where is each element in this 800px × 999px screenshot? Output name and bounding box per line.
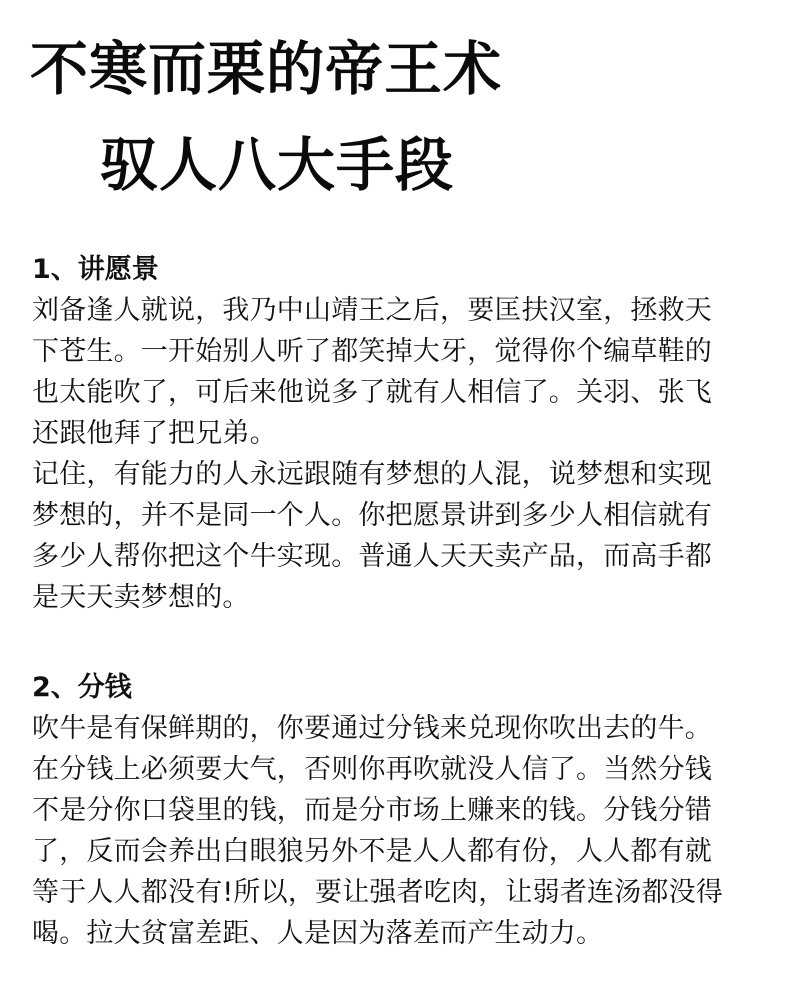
body-line: 吹牛是有保鲜期的，你要通过分钱来兑现你吹出去的牛。 — [32, 713, 712, 744]
section-share-money — [32, 668, 782, 954]
body-line: 下苍生。一开始别人听了都笑掉大牙，觉得你个编草鞋的 — [32, 336, 712, 367]
section-vision — [32, 250, 782, 618]
body-line: 梦想的，并不是同一个人。你把愿景讲到多少人相信就有 — [32, 500, 712, 531]
section-body — [32, 708, 782, 954]
body-line: 在分钱上必须要大气，否则你再吹就没人信了。当然分钱 — [32, 754, 712, 785]
body-line: 也太能吹了，可后来他说多了就有人相信了。关羽、张飞 — [32, 377, 712, 408]
body-line: 喝。拉大贫富差距、人是因为落差而产生动力。 — [32, 918, 604, 949]
title-line-1: 不寒而栗的帝王术 — [30, 35, 503, 103]
body-line: 还跟他拜了把兄弟。 — [32, 418, 277, 449]
body-line: 刘备逢人就说，我乃中山靖王之后，要匡扶汉室，拯救天 — [32, 295, 712, 326]
body-line: 了，反而会养出白眼狼另外不是人人都有份，人人都有就 — [32, 836, 712, 867]
body-line: 不是分你口袋里的钱，而是分市场上赚来的钱。分钱分错 — [32, 795, 712, 826]
body-line: 等于人人都没有!所以，要让强者吃肉，让弱者连汤都没得 — [32, 877, 724, 908]
section-heading: 1、讲愿景 — [32, 254, 159, 285]
section-heading: 2、分钱 — [32, 672, 132, 703]
body-line: 是天天卖梦想的。 — [32, 582, 250, 613]
section-body — [32, 290, 782, 618]
body-line: 记住，有能力的人永远跟随有梦想的人混，说梦想和实现 — [32, 459, 712, 490]
title-line-2: 驭人八大手段 — [100, 131, 455, 199]
body-line: 多少人帮你把这个牛实现。普通人天天卖产品，而高手都 — [32, 541, 712, 572]
